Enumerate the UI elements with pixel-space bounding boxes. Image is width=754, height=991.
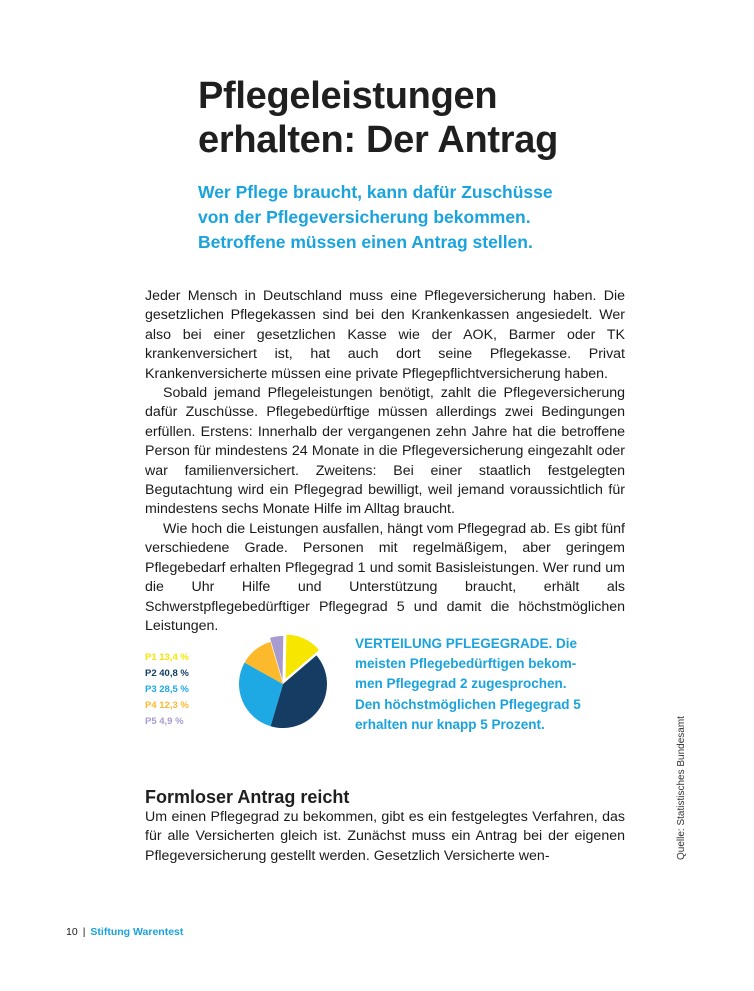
pie-chart <box>227 620 337 740</box>
paragraph: Jeder Mensch in Deutschland muss eine Pflegeversicherung haben. Die gesetzlichen Pflegekassen sind bei den Krankenkassen angesiedelt. Wer also bei einer gesetzlichen Kasse wie der AOK, Barmer oder TK krankenversichert ist, hat auch dort seine Pflegekasse. Privat Krankenversicherte müssen eine private Pflegepflichtversicherung haben. <box>145 288 625 382</box>
legend-entry-p2: P2 40,8 % <box>145 668 189 679</box>
caption-line: VERTEILUNG PFLEGEGRADE. Die <box>355 636 578 651</box>
legend-entry-p5: P5 4,9 % <box>145 716 184 727</box>
lead-line: Betroffene müssen einen Antrag stellen. <box>198 232 533 252</box>
paragraph: Wie hoch die Leistungen ausfallen, hängt vom Pflegegrad ab. Es gibt fünf verschiedene Grade. Personen mit regelmäßigem, aber geringem Pflegebedarf erhalten Pflegegrad 1 und somit Basisleistungen. Wer rund um die Uhr Hilfe und Unterstützung braucht, erhält als Schwerstpflegebedürftiger Pflegegrad 5 und damit die höchstmöglichen Leistungen. <box>145 520 625 634</box>
page-number: 10 <box>66 926 78 938</box>
caption-line: men Pflegegrad 2 zugesprochen. <box>355 676 567 692</box>
section-body <box>145 808 625 866</box>
body-text <box>145 287 625 636</box>
chart-legend <box>145 650 225 730</box>
lead-line: von der Pflegeversicherung bekommen. <box>198 207 531 227</box>
source-note: Quelle: Statistisches Bundesamt <box>676 716 687 860</box>
brand-name: Stiftung Warentest <box>90 926 184 938</box>
section-heading: Formloser Antrag reicht <box>145 787 350 807</box>
legend-entry-p4: P4 12,3 % <box>145 700 189 711</box>
paragraph: Um einen Pflegegrad zu bekommen, gibt es ein festgelegtes Verfahren, das für alle Versicherten gleich ist. Zunächst muss ein Antrag bei der eigenen Pflegeversicherung gestellt werden. Gesetzlich Versicherte wen- <box>145 809 625 864</box>
legend-entry-p1: P1 13,4 % <box>145 652 189 663</box>
lead-text <box>198 180 638 255</box>
page-title <box>198 74 718 162</box>
title-line: erhalten: Der Antrag <box>198 119 558 161</box>
lead-line: Wer Pflege braucht, kann dafür Zuschüsse <box>198 182 553 202</box>
chart-caption <box>355 634 625 735</box>
page-footer <box>66 926 183 938</box>
footer-separator: | <box>82 926 86 938</box>
title-line: Pflegeleistungen <box>198 75 498 117</box>
caption-line: meisten Pflegebedürftigen bekom- <box>355 656 577 672</box>
caption-line: erhalten nur knapp 5 Prozent. <box>355 716 545 732</box>
legend-entry-p3: P3 28,5 % <box>145 684 189 695</box>
caption-line: Den höchstmöglichen Pflegegrad 5 <box>355 696 581 712</box>
paragraph: Sobald jemand Pflegeleistungen benötigt, zahlt die Pflegeversicherung dafür Zuschüsse. Pflegebedürftige müssen allerdings zwei Bedingungen erfüllen. Erstens: Innerhalb der vergangenen zehn Jahre hat die betroffene Person für mindestens 24 Monate in die Pflegeversicherung eingezahlt oder war familienversichert. Zweitens: Bei einer staatlich festgelegten Begutachtung wird ein Pflegegrad bewilligt, weil jemand voraussichtlich für mindestens sechs Monate Hilfe im Alltag braucht. <box>145 385 625 518</box>
